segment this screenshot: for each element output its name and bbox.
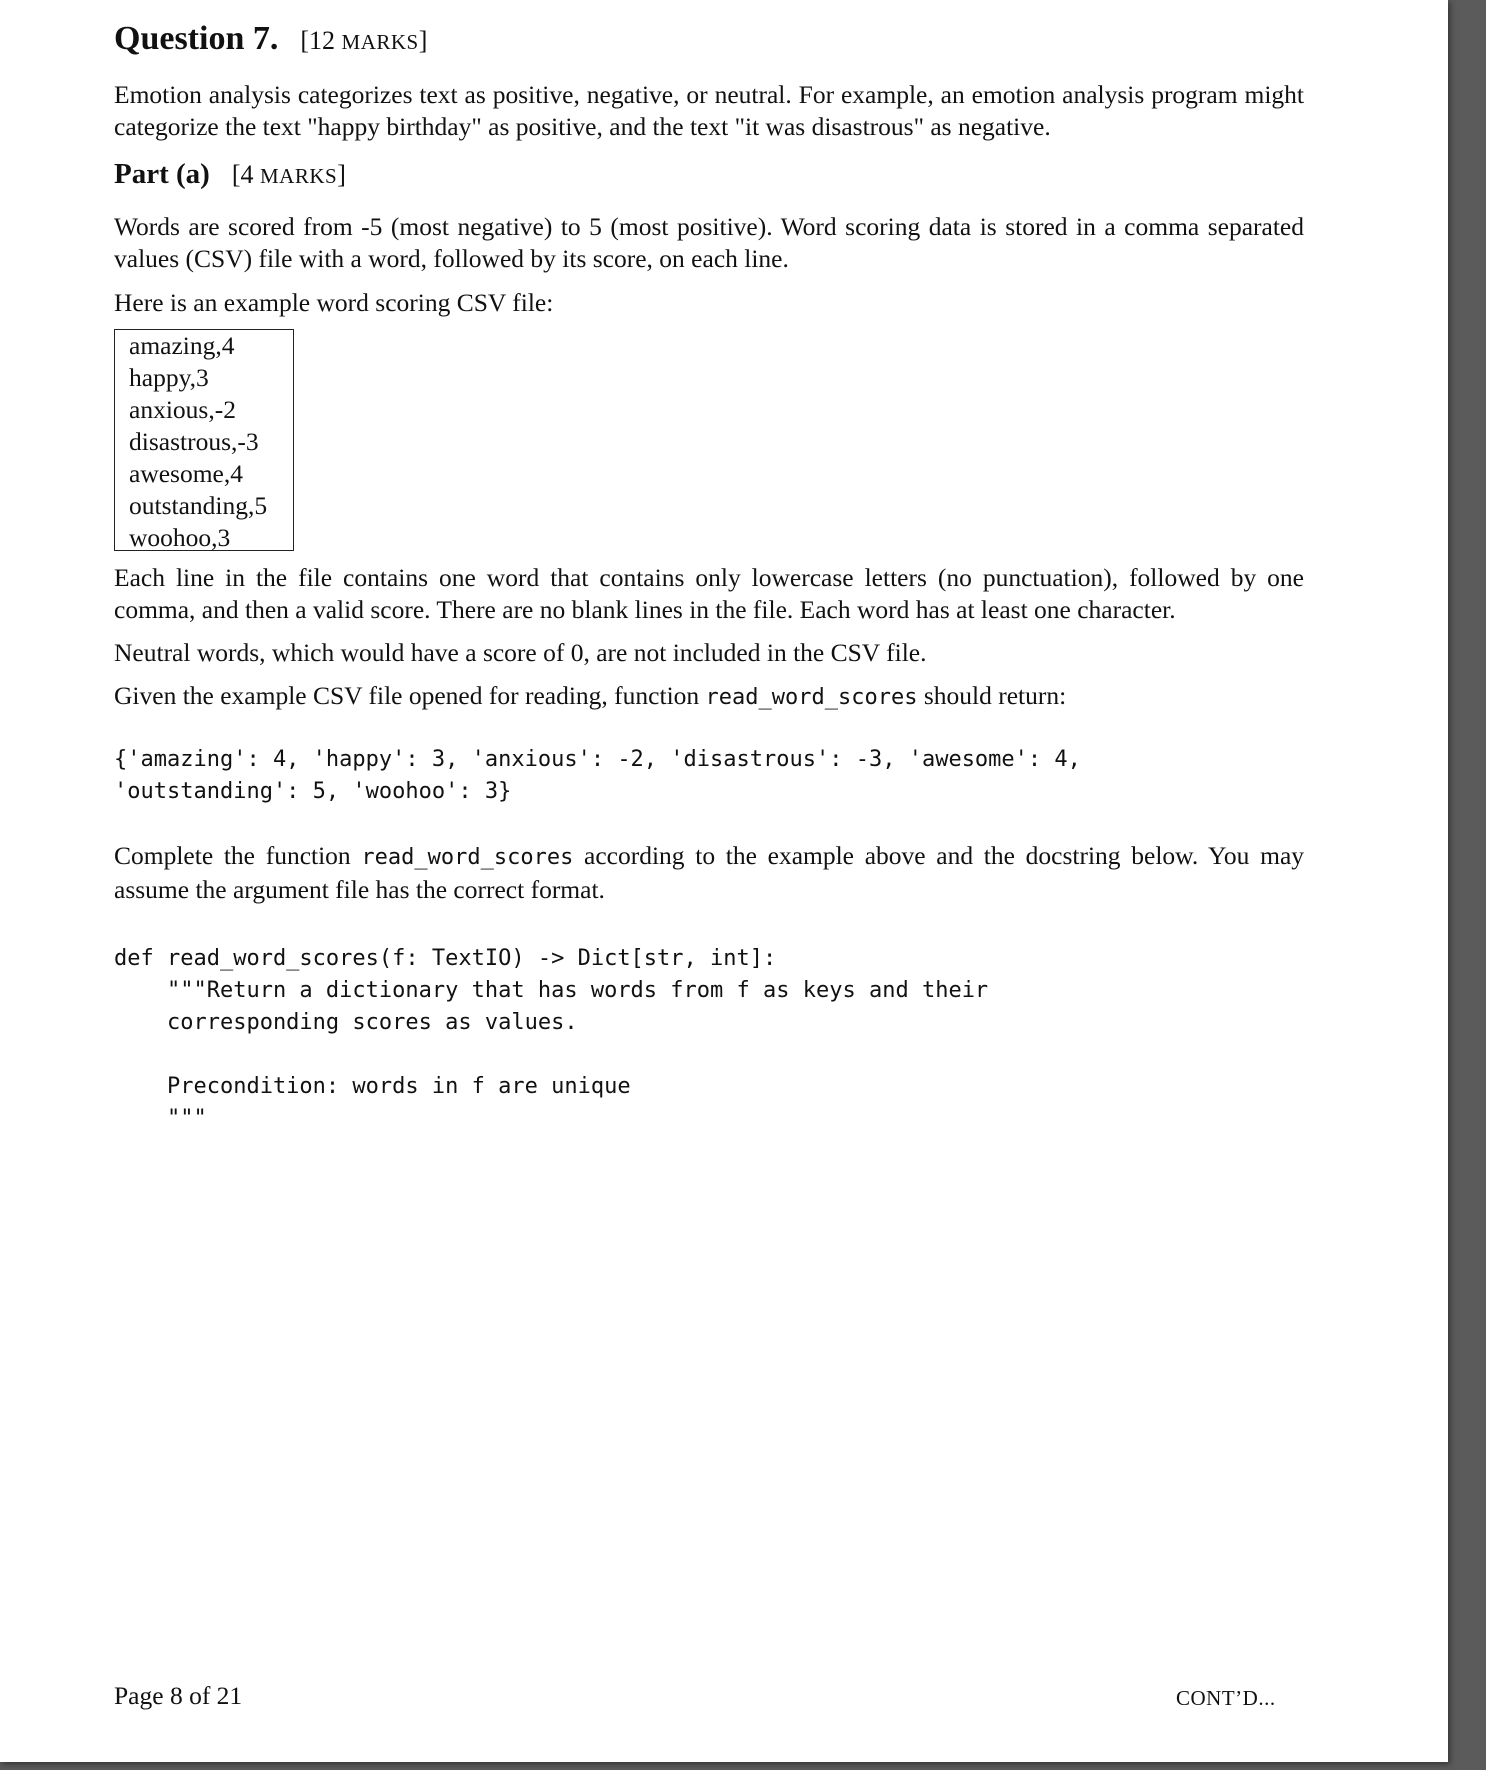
code-line: corresponding scores as values. <box>114 1010 578 1035</box>
csv-line: disastrous,-3 <box>129 427 259 456</box>
return-value-code <box>114 744 1081 808</box>
part-a-heading <box>114 158 346 191</box>
question-heading <box>114 20 427 58</box>
return-line: 'outstanding': 5, 'woohoo': 3} <box>114 779 512 804</box>
code-line: def read_word_scores(f: TextIO) -> Dict[str, int]: <box>114 946 777 971</box>
example-intro: Here is an example word scoring CSV file: <box>114 288 554 317</box>
format-paragraph: Each line in the file contains one word that contains only lowercase letters (no punctuation), followed by one comma, and then a valid score. There are no blank lines in the file. Each word has at least one character. <box>114 563 1304 624</box>
question-marks: [12 MARKS] <box>300 26 428 55</box>
code-line: """ <box>114 1106 207 1131</box>
csv-line: awesome,4 <box>129 459 244 488</box>
part-a-marks: [4 MARKS] <box>231 160 346 189</box>
csv-line: happy,3 <box>129 363 209 392</box>
csv-line: outstanding,5 <box>129 491 268 520</box>
neutral-paragraph: Neutral words, which would have a score of 0, are not included in the CSV file. <box>114 638 927 667</box>
intro-paragraph: Emotion analysis categorizes text as positive, negative, or neutral. For example, an emotion analysis program might categorize the text "happy birthday" as positive, and the text "it was disastrous" as negative. <box>114 80 1304 141</box>
csv-line: amazing,4 <box>129 331 235 360</box>
csv-line: woohoo,3 <box>129 523 231 552</box>
continued-label: CONT’D... <box>1176 1686 1276 1710</box>
function-name-code: read_word_scores <box>705 685 918 710</box>
csv-line: anxious,-2 <box>129 395 236 424</box>
code-line: Precondition: words in f are unique <box>114 1074 631 1099</box>
code-line <box>114 1039 988 1071</box>
function-name-code: read_word_scores <box>361 845 574 870</box>
question-title: Question 7. <box>114 20 279 57</box>
scoring-paragraph: Words are scored from -5 (most negative) to 5 (most positive). Word scoring data is stored in a comma separated values (CSV) file with a word, followed by its score, on each line. <box>114 212 1304 273</box>
page-number: Page 8 of 21 <box>114 1681 243 1710</box>
csv-example-box <box>114 329 294 551</box>
function-stub-code <box>114 943 988 1135</box>
return-line: {'amazing': 4, 'happy': 3, 'anxious': -2, 'disastrous': -3, 'awesome': 4, <box>114 747 1081 772</box>
return-intro-paragraph: Given the example CSV file opened for reading, function read_word_scores should return: <box>114 681 1067 710</box>
part-a-title: Part (a) <box>114 158 210 190</box>
code-line: """Return a dictionary that has words from f as keys and their <box>114 978 989 1003</box>
instructions-paragraph: Complete the function read_word_scores according to the example above and the docstring below. You may assume the argument file has the correct format. <box>114 841 1305 904</box>
